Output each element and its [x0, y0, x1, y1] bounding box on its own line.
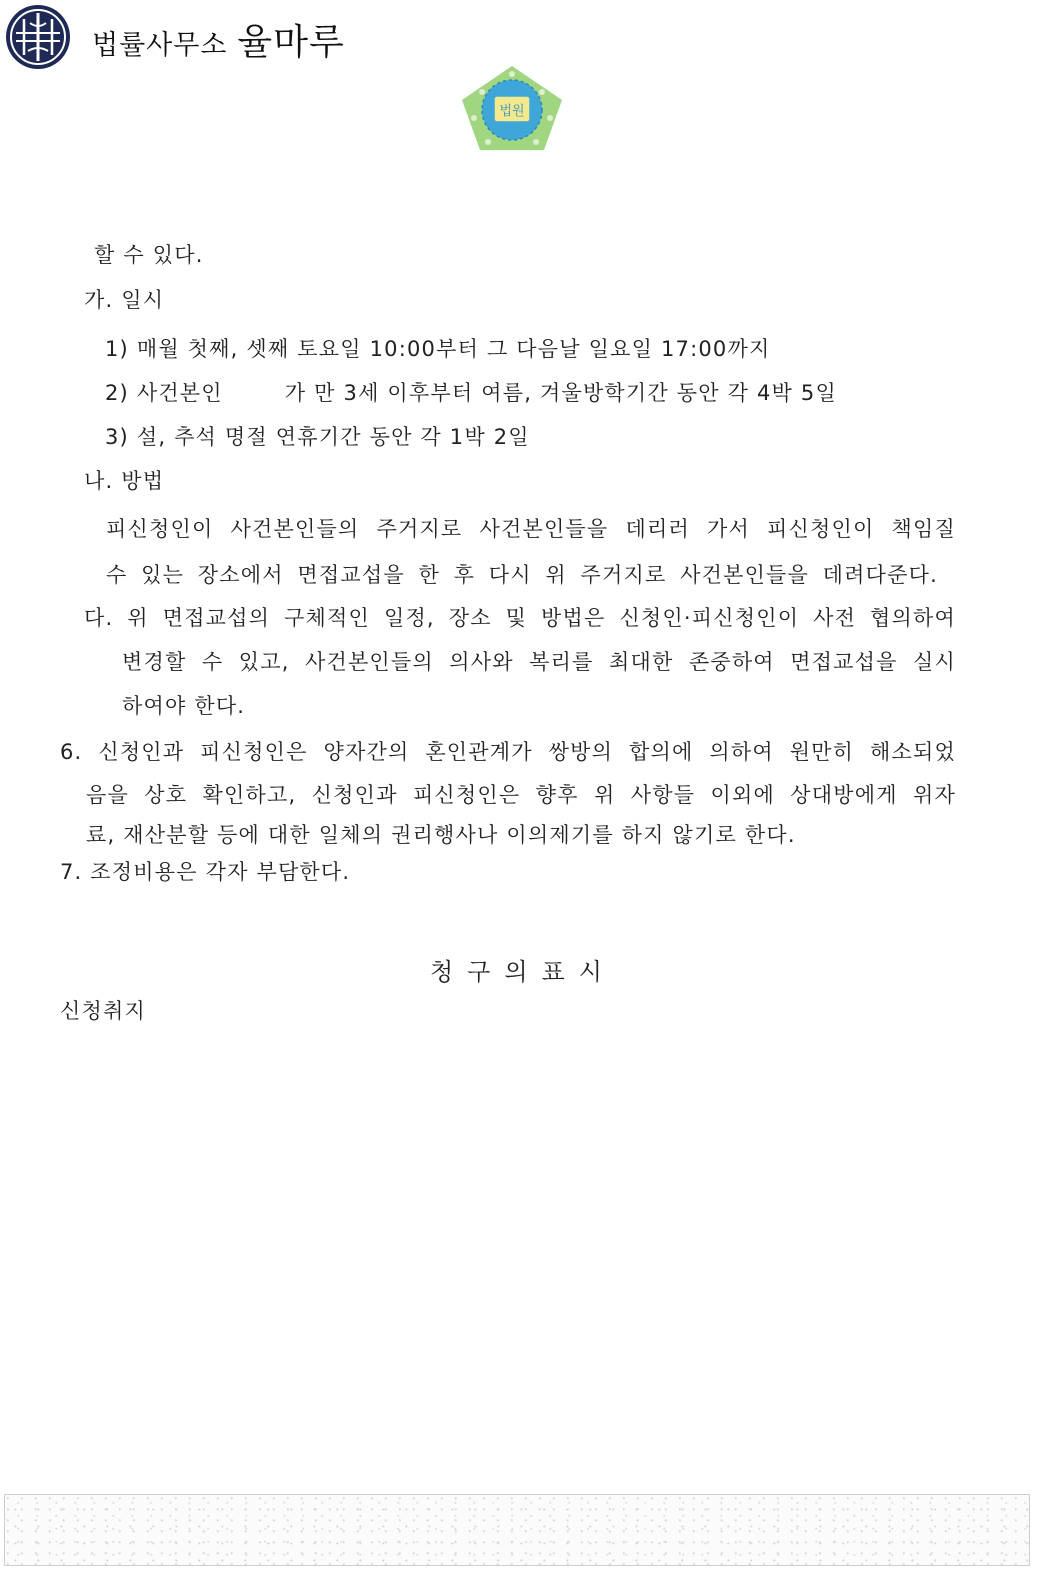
item-6-line1: 6. 신청인과 피신청인은 양자간의 혼인관계가 쌍방의 합의에 의하여 원만히 해소되었	[60, 740, 956, 764]
item-6-line3: 료, 재산분할 등에 대한 일체의 권리행사나 이의제기를 하지 않기로 한다.	[86, 823, 796, 847]
firm-logo-icon	[4, 3, 72, 71]
item-na-paragraph-line2: 수 있는 장소에서 면접교섭을 한 후 다시 위 주거지로 사건본인들을 데려다준다.	[106, 563, 938, 587]
seal-text: 법원	[499, 104, 525, 119]
item-na-heading: 나. 방법	[84, 469, 165, 493]
firm-title: 율마루	[237, 22, 345, 63]
firm-name	[92, 14, 345, 65]
firm-prefix: 법률사무소	[92, 30, 228, 61]
item-na-paragraph-line1: 피신청인이 사건본인들의 주거지로 사건본인들을 데리러 가서 피신청인이 책임질	[106, 517, 956, 541]
court-seal-icon	[458, 62, 566, 154]
item-ga-3: 3) 설, 추석 명절 연휴기간 동안 각 1박 2일	[105, 425, 530, 449]
claim-label: 신청취지	[60, 999, 146, 1023]
footer-scan-band	[4, 1494, 1030, 1566]
item-da-line2: 변경할 수 있고, 사건본인들의 의사와 복리를 최대한 존중하여 면접교섭을 실시	[122, 650, 956, 674]
item-6-line2: 음을 상호 확인하고, 신청인과 피신청인은 향후 위 사항들 이외에 상대방에게 위자	[86, 783, 956, 807]
item-ga-2-part-a: 2) 사건본인	[105, 381, 223, 405]
item-da-line3: 하여야 한다.	[122, 694, 246, 718]
item-ga-2-part-b: 가 만 3세 이후부터 여름, 겨울방학기간 동안 각 4박 5일	[284, 381, 837, 405]
item-ga-2	[105, 378, 837, 408]
item-da-line1: 다. 위 면접교섭의 구체적인 일정, 장소 및 방법은 신청인·피신청인이 사전 협의하여	[84, 606, 956, 630]
item-ga-heading: 가. 일시	[84, 288, 165, 312]
item-7: 7. 조정비용은 각자 부담한다.	[60, 860, 351, 884]
item-ga-1: 1) 매월 첫째, 셋째 토요일 10:00부터 그 다음날 일요일 17:00까지	[105, 337, 771, 361]
text-continuation: 할 수 있다.	[94, 243, 204, 267]
section-title: 청구의표시	[430, 958, 616, 986]
